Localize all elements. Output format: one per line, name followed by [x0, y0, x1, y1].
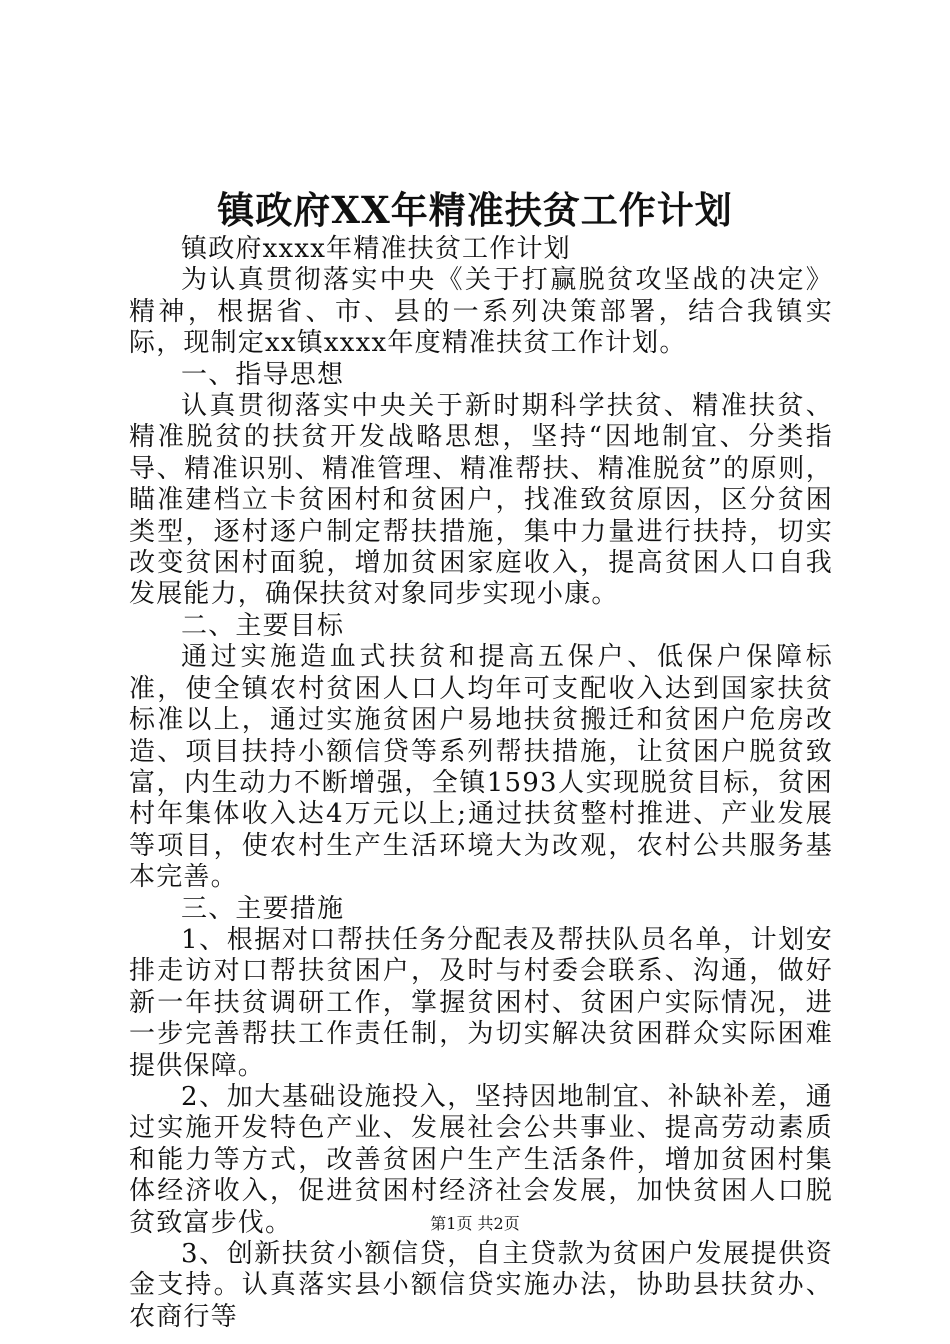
- paragraph-measure-3: 3、创新扶贫小额信贷，自主贷款为贫困户发展提供资金支持。认真落实县小额信贷实施办法，协助县扶贫办、农商行等: [129, 1239, 833, 1332]
- section-heading-main-measures: 三、主要措施: [181, 893, 345, 924]
- paragraph-guiding-thought: 认真贯彻落实中央关于新时期科学扶贫、精准扶贫、精准脱贫的扶贫开发战略思想，坚持“因地制宜、分类指导、精准识别、精准管理、精准帮扶、精准脱贫”的原则，瞄准建档立卡贫困村和贫困户，找准致贫原因，区分贫困类型，逐村逐户制定帮扶措施，集中力量进行扶持，切实改变贫困村面貌，增加贫困家庭收入，提高贫困人口自我发展能力，确保扶贫对象同步实现小康。: [129, 391, 833, 610]
- document-body: [129, 234, 833, 1333]
- document-title: 镇政府XX年精准扶贫工作计划: [217, 188, 733, 232]
- paragraph-intro: 为认真贯彻落实中央《关于打赢脱贫攻坚战的决定》精神，根据省、市、县的一系列决策部署，结合我镇实际，现制定xx镇xxxx年度精准扶贫工作计划。: [129, 265, 833, 359]
- paragraph-measure-2: 2、加大基础设施投入，坚持因地制宜、补缺补差，通过实施开发特色产业、发展社会公共事业、提高劳动素质和能力等方式，改善贫困户生产生活条件，增加贫困村集体经济收入，促进贫困村经济社会发展，加快贫困人口脱贫致富步伐。: [129, 1081, 833, 1238]
- section-heading-guiding-thought: 一、指导思想: [181, 359, 345, 390]
- paragraph-subtitle: 镇政府xxxx年精准扶贫工作计划: [181, 234, 571, 264]
- section-heading-main-goals: 二、主要目标: [181, 610, 345, 641]
- paragraph-main-goals: 通过实施造血式扶贫和提高五保户、低保户保障标准，使全镇农村贫困人口人均年可支配收入达到国家扶贫标准以上，通过实施贫困户易地扶贫搬迁和贫困户危房改造、项目扶持小额信贷等系列帮扶措施，让贫困户脱贫致富，内生动力不断增强，全镇1593人实现脱贫目标，贫困村年集体收入达4万元以上;通过扶贫整村推进、产业发展等项目，使农村生产生活环境大为改观，农村公共服务基本完善。: [129, 642, 833, 893]
- page-footer: 第1页 共2页: [430, 1214, 520, 1233]
- paragraph-measure-1: 1、根据对口帮扶任务分配表及帮扶队员名单，计划安排走访对口帮扶贫困户，及时与村委会联系、沟通，做好新一年扶贫调研工作，掌握贫困村、贫困户实际情况，进一步完善帮扶工作责任制，为切实解决贫困群众实际困难提供保障。: [129, 924, 833, 1081]
